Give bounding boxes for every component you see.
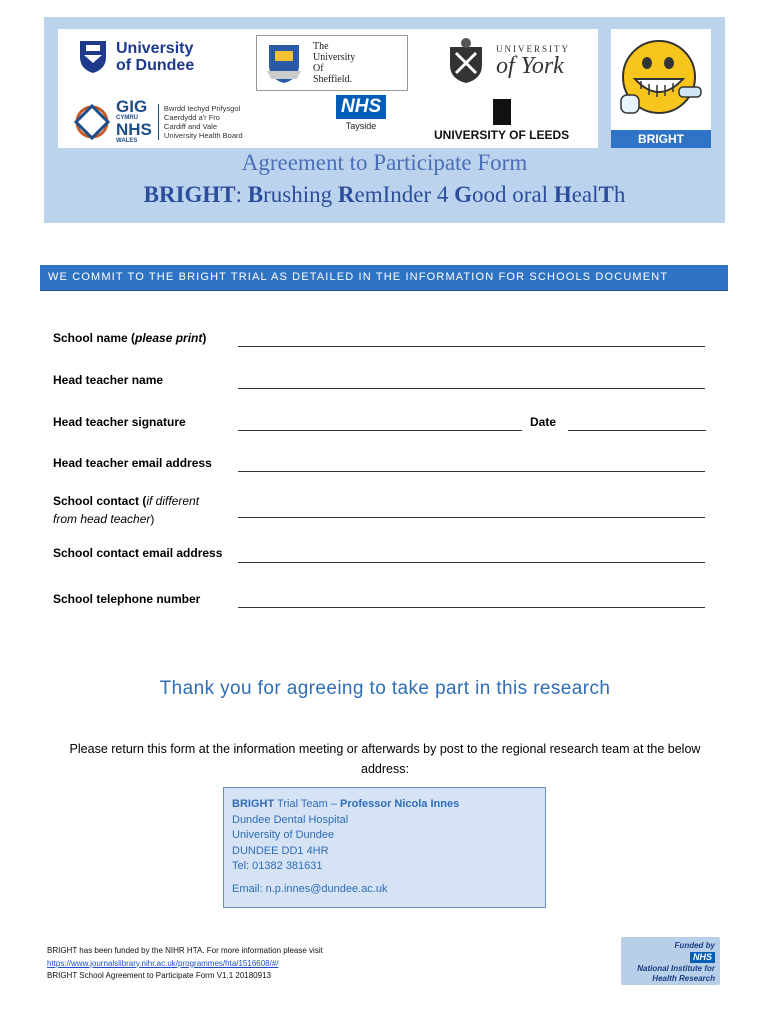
leeds-tower-icon — [493, 99, 511, 125]
dundee-shield-icon — [78, 39, 108, 75]
subtitle-part: emInder 4 — [354, 182, 455, 207]
cardiff-vale-logo — [72, 99, 243, 145]
head-teacher-email-label — [53, 454, 212, 472]
footer-funding-text: BRIGHT has been funded by the NIHR HTA. For more information please visit — [47, 946, 323, 955]
subtitle-part: T — [598, 182, 614, 207]
address-line-2: Dundee Dental Hospital — [232, 813, 349, 826]
footer-link[interactable]: https://www.journalslibrary.nihr.ac.uk/programmes/hta/1516608/#/ — [47, 958, 279, 968]
subtitle-part: eal — [571, 182, 599, 207]
subtitle-part: rushing — [263, 182, 338, 207]
subtitle-part: G — [454, 182, 473, 207]
date-text: Date — [530, 415, 557, 429]
nihr-funded-by: Funded by — [674, 941, 715, 950]
head-teacher-email-field[interactable] — [238, 471, 705, 472]
head-teacher-signature-field[interactable] — [238, 430, 522, 431]
leeds-logo — [434, 99, 569, 142]
school-contact-end: ) — [150, 512, 155, 526]
school-name-text: School name ( — [53, 331, 136, 345]
subtitle-part: H — [553, 182, 572, 207]
form-title: Agreement to Participate Form — [241, 150, 528, 175]
cardiff-cymru-text: CYMRU — [116, 115, 138, 121]
cardiff-gig-block — [116, 99, 152, 145]
head-teacher-signature-label — [53, 413, 186, 431]
school-contact-field[interactable] — [238, 517, 705, 518]
address-team: Trial Team – — [274, 798, 340, 810]
sheffield-logo — [256, 35, 408, 91]
date-label — [530, 413, 556, 431]
york-logo — [444, 37, 570, 85]
head-teacher-email-text: Head teacher email address — [53, 456, 212, 470]
cardiff-gig-text: GIG — [116, 97, 148, 116]
thank-you-heading: Thank you for agreeing to take part in this research — [159, 678, 611, 699]
form-subtitle — [44, 182, 725, 208]
cardiff-line: University Health Board — [163, 131, 243, 140]
head-teacher-name-text: Head teacher name — [53, 373, 164, 387]
dundee-logo-text: University of Dundee — [116, 40, 195, 74]
address-telephone: Tel: 01382 381631 — [232, 860, 323, 872]
return-instructions: Please return this form at the information meeting or afterwards by post to the regional research team at the below address: — [69, 742, 701, 776]
bright-label: BRIGHT — [611, 130, 711, 148]
cardiff-line: Caerdydd a'r Fro — [163, 113, 220, 122]
cardiff-wales-text: WALES — [116, 138, 138, 144]
york-crest-icon — [444, 37, 488, 85]
leeds-logo-text: UNIVERSITY OF LEEDS — [434, 128, 570, 142]
school-name-end: ) — [202, 331, 207, 345]
address-line-1 — [232, 797, 537, 813]
nihr-logo — [621, 937, 720, 985]
address-line-3: University of Dundee — [232, 829, 335, 841]
nhs-logo-box: NHS — [336, 95, 386, 119]
nhs-tayside-logo — [336, 95, 386, 131]
school-contact-email-label — [53, 544, 222, 562]
school-telephone-text: School telephone number — [53, 592, 201, 606]
york-logo-text — [496, 44, 570, 78]
school-name-label — [53, 329, 206, 347]
address-professor: Professor Nicola Innes — [340, 798, 460, 810]
nihr-line-2: Health Research — [652, 974, 715, 983]
school-telephone-label — [53, 590, 200, 608]
cardiff-lines — [158, 104, 243, 140]
school-contact-email-text: School contact email address — [53, 546, 223, 560]
head-teacher-signature-text: Head teacher signature — [53, 415, 186, 429]
school-name-field[interactable] — [238, 346, 705, 347]
footer-version: BRIGHT School Agreement to Participate Form V1.1 20180913 — [47, 971, 271, 980]
address-bright: BRIGHT — [232, 798, 275, 810]
subtitle-part: : — [235, 182, 248, 207]
school-contact-label — [53, 492, 223, 528]
subtitle-part: h — [613, 182, 626, 207]
header-panel — [44, 17, 725, 223]
commitment-banner: WE COMMIT TO THE BRIGHT TRIAL AS DETAILED IN THE INFORMATION FOR SCHOOLS DOCUMENT — [40, 265, 728, 290]
address-box — [223, 787, 546, 908]
subtitle-part: B — [247, 182, 264, 207]
bright-logo — [611, 29, 711, 148]
celtic-knot-icon — [72, 102, 112, 142]
subtitle-part: R — [337, 182, 355, 207]
dundee-logo — [78, 39, 194, 75]
sheffield-crest-icon — [263, 41, 305, 85]
nhs-tayside-text: Tayside — [345, 121, 377, 131]
partner-logos — [58, 29, 598, 148]
cardiff-line: Cardiff and Vale — [163, 122, 217, 131]
school-contact-email-field[interactable] — [238, 562, 705, 563]
head-teacher-name-field[interactable] — [238, 388, 705, 389]
nihr-line-1: National Institute for — [637, 964, 715, 973]
head-teacher-name-label — [53, 371, 163, 389]
sheffield-logo-text: The University Of Sheffield. — [313, 41, 356, 85]
address-email: Email: n.p.innes@dundee.ac.uk — [232, 882, 388, 895]
smiley-toothbrush-icon — [611, 29, 711, 130]
subtitle-part: BRIGHT — [143, 182, 236, 207]
footer — [47, 945, 323, 983]
cardiff-nhs-text: NHS — [116, 120, 152, 139]
school-name-em: please print — [135, 331, 203, 345]
cardiff-line: Bwrdd Iechyd Prifysgol — [163, 104, 241, 113]
subtitle-part: ood oral — [472, 182, 554, 207]
york-big-text: of York — [496, 53, 564, 79]
school-telephone-field[interactable] — [238, 607, 705, 608]
nihr-nhs-box: NHS — [690, 952, 715, 963]
address-line-4: DUNDEE DD1 4HR — [232, 844, 329, 857]
school-contact-em: if different from head teacher — [53, 494, 200, 526]
address-spacer — [232, 875, 537, 882]
date-field[interactable] — [568, 430, 706, 431]
york-small-text: UNIVERSITY — [496, 44, 570, 54]
school-contact-text: School contact ( — [53, 494, 147, 508]
